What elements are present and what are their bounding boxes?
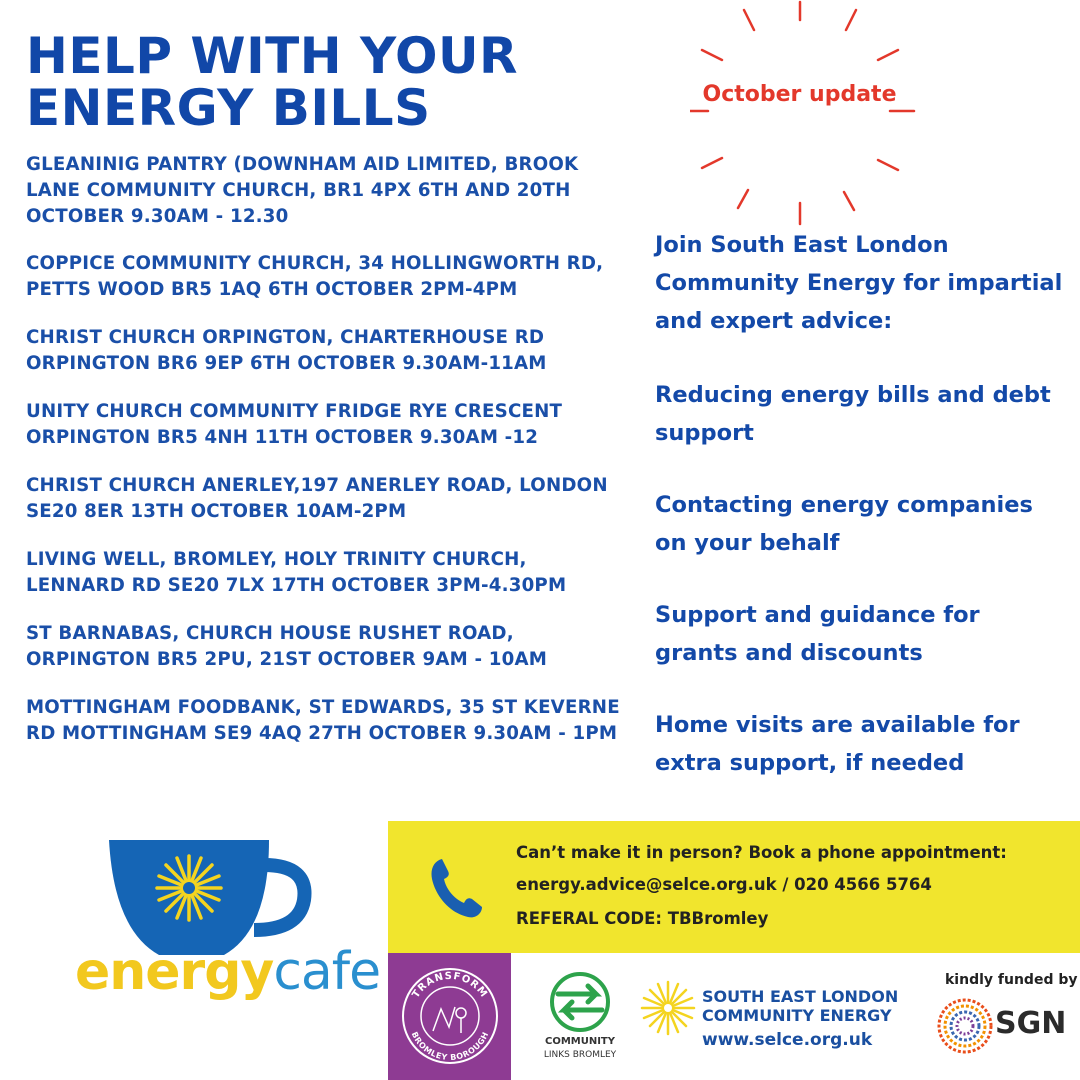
funded-by-label: kindly funded by: [945, 972, 1078, 988]
svg-text:TRANSFORM: [411, 971, 490, 1000]
svg-text:BROMLEY BOROUGH: [410, 1030, 491, 1062]
contact-line-1: Can’t make it in person? Book a phone appointment:: [516, 843, 1007, 862]
energy-cafe-logo: [75, 942, 380, 1002]
community-links-text-2: LINKS BROMLEY: [543, 1050, 617, 1060]
event-item: CHRIST CHURCH ANERLEY,197 ANERLEY ROAD, LONDON SE20 8ER 13TH OCTOBER 10AM-2PM: [26, 475, 608, 522]
sgn-logo-text: SGN: [995, 1006, 1067, 1041]
transform-circle-icon: [397, 961, 503, 1071]
transform-bottom-text: BROMLEY BOROUGH: [409, 1030, 491, 1063]
transform-bromley-logo: [388, 953, 511, 1080]
event-item: GLEANINIG PANTRY (DOWNHAM AID LIMITED, BROOK LANE COMMUNITY CHURCH, BR1 4PX 6TH AND 20TH OCTOBER 9.30AM - 12.30: [26, 154, 579, 227]
service-item: Contacting energy companies on your behalf: [655, 492, 1033, 556]
sgn-logo-icon: [935, 996, 995, 1056]
event-item: COPPICE COMMUNITY CHURCH, 34 HOLLINGWORTH RD, PETTS WOOD BR5 1AQ 6TH OCTOBER 2PM-4PM: [26, 253, 604, 300]
energy-cafe-word-energy: energy: [75, 942, 274, 1002]
transform-top-text: TRANSFORM: [410, 970, 490, 1001]
selce-line-2: COMMUNITY ENERGY: [702, 1006, 892, 1025]
service-item: Support and guidance for grants and discounts: [655, 602, 980, 666]
event-item: ST BARNABAS, CHURCH HOUSE RUSHET ROAD, ORPINGTON BR5 2PU, 21ST OCTOBER 9AM - 10AM: [26, 623, 548, 670]
title-line-1: HELP WITH YOUR: [26, 27, 519, 85]
event-item: UNITY CHURCH COMMUNITY FRIDGE RYE CRESCENT ORPINGTON BR5 4NH 11TH OCTOBER 9.30AM -12: [26, 401, 563, 448]
burst-decoration-icon: [690, 0, 920, 230]
contact-line-2: energy.advice@selce.org.uk / 020 4566 5764: [516, 875, 932, 894]
service-item: Reducing energy bills and debt support: [655, 382, 1051, 446]
community-links-text-1: COMMUNITY: [544, 1036, 615, 1047]
service-item: Home visits are available for extra support, if needed: [655, 712, 1020, 776]
event-item: CHRIST CHURCH ORPINGTON, CHARTERHOUSE RD ORPINGTON BR6 9EP 6TH OCTOBER 9.30AM-11AM: [26, 327, 547, 374]
energy-cafe-word-cafe: cafe: [273, 942, 381, 1002]
october-update-badge: October update: [702, 82, 897, 107]
contact-line-3: REFERAL CODE: TBBromley: [516, 909, 769, 928]
title-line-2: ENERGY BILLS: [26, 79, 431, 137]
selce-line-1: SOUTH EAST LONDON: [702, 987, 899, 1006]
selce-url: www.selce.org.uk: [702, 1030, 873, 1050]
selce-logo-text: [702, 987, 898, 1025]
event-list: [26, 152, 631, 769]
event-item: MOTTINGHAM FOODBANK, ST EDWARDS, 35 ST KEVERNE RD MOTTINGHAM SE9 4AQ 27TH OCTOBER 9.30AM - 1PM: [26, 697, 620, 744]
community-links-arrows-icon: [540, 968, 620, 1038]
page-title: [26, 27, 646, 137]
selce-sun-icon: [638, 978, 698, 1038]
services-panel: [655, 226, 1065, 816]
services-intro: Join South East London Community Energy for impartial and expert advice:: [655, 232, 1063, 334]
phone-icon: [428, 855, 484, 921]
event-item: LIVING WELL, BROMLEY, HOLY TRINITY CHURCH, LENNARD RD SE20 7LX 17TH OCTOBER 3PM-4.30PM: [26, 549, 567, 596]
